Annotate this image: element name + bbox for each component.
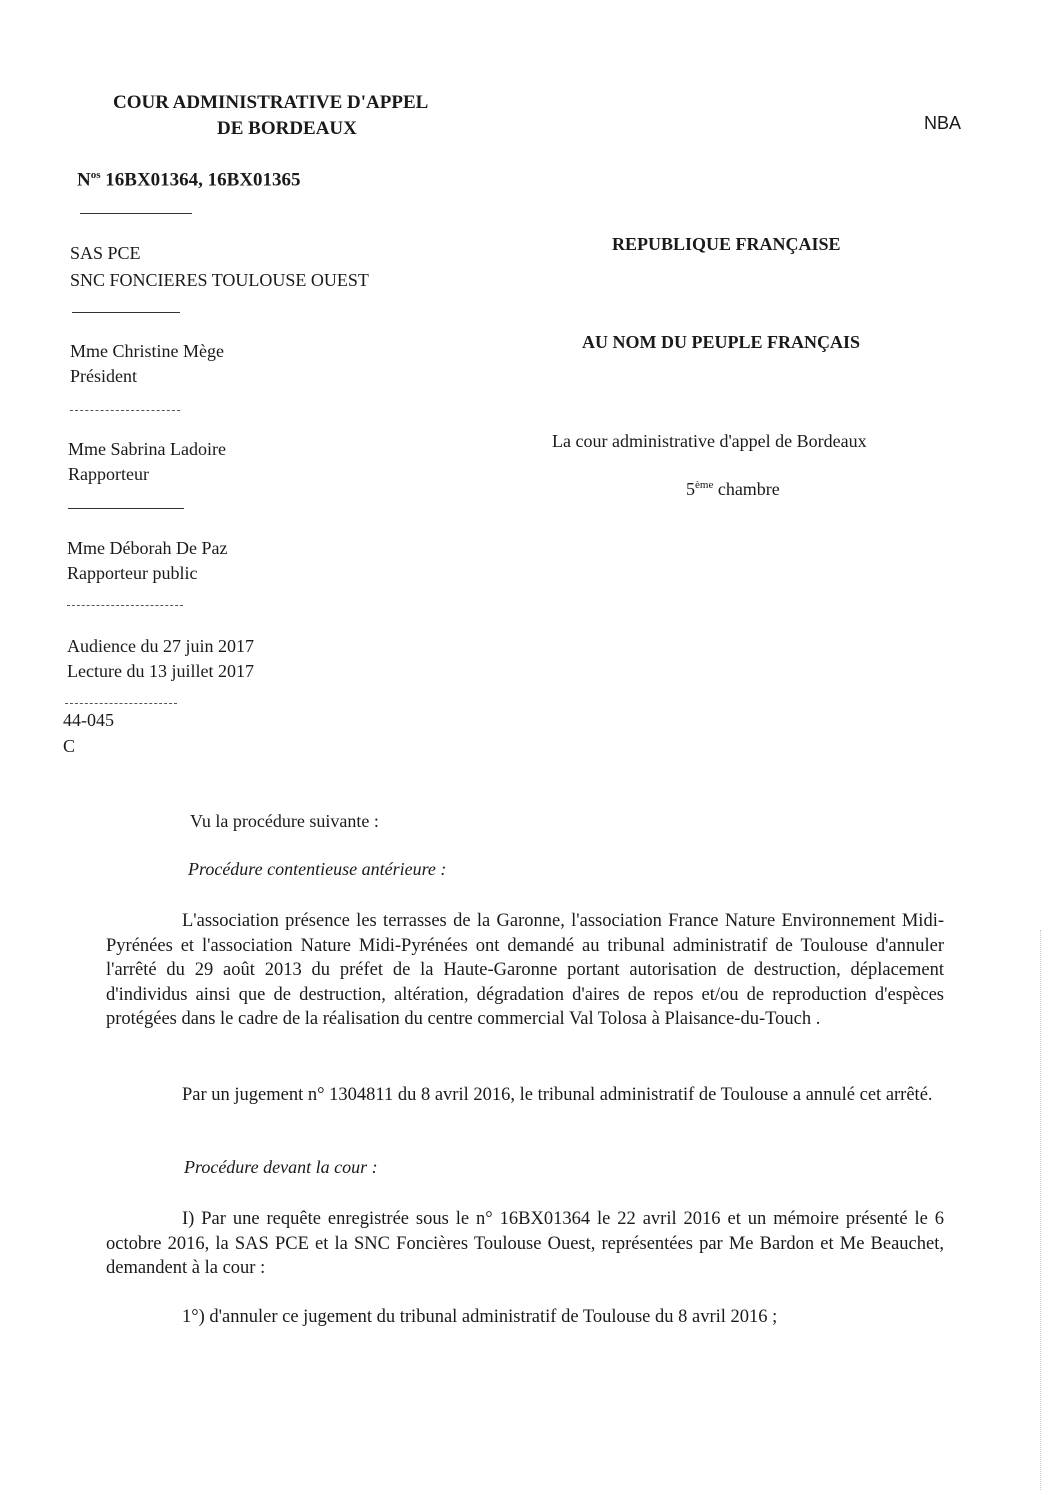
- president-name: Mme Christine Mège: [70, 341, 224, 361]
- public-rapporteur-name: Mme Déborah De Paz: [67, 538, 228, 558]
- classification-code: 44-045: [63, 710, 114, 730]
- paragraph: Par un jugement n° 1304811 du 8 avril 2016, le tribunal administratif de Toulouse a annulé cet arrêté.: [182, 1085, 933, 1105]
- party-name: SNC FONCIERES TOULOUSE OUEST: [70, 270, 369, 290]
- court-name-line2: DE BORDEAUX: [217, 118, 357, 139]
- separator-line: [68, 508, 184, 509]
- procedure-intro: Vu la procédure suivante :: [190, 811, 379, 831]
- separator-line: [67, 605, 183, 606]
- rapporteur-block: [68, 437, 226, 487]
- court-designation: La cour administrative d'appel de Bordeaux: [552, 431, 867, 451]
- paragraph: 1°) d'annuler ce jugement du tribunal administratif de Toulouse du 8 avril 2016 ;: [182, 1307, 778, 1327]
- heading-prior-procedure: Procédure contentieuse antérieure :: [188, 859, 447, 879]
- president-role: Président: [70, 366, 137, 386]
- reading-date: Lecture du 13 juillet 2017: [67, 661, 254, 681]
- separator-line: [65, 703, 177, 704]
- chamber: 5ème chambre: [686, 479, 780, 499]
- classification-block: [63, 707, 114, 759]
- separator-line: [80, 213, 192, 214]
- classification-letter: C: [63, 736, 76, 756]
- heading-court-procedure: Procédure devant la cour :: [184, 1157, 378, 1177]
- public-rapporteur-role: Rapporteur public: [67, 563, 198, 583]
- rapporteur-name: Mme Sabrina Ladoire: [68, 439, 226, 459]
- separator-line: [70, 410, 180, 411]
- dates-block: [67, 634, 254, 684]
- court-name-line1: COUR ADMINISTRATIVE D'APPEL: [113, 92, 429, 113]
- parties-block: [70, 240, 369, 294]
- separator-line: [72, 312, 180, 313]
- people-heading: AU NOM DU PEUPLE FRANÇAIS: [582, 332, 860, 352]
- hearing-date: Audience du 27 juin 2017: [67, 636, 254, 656]
- paragraph: L'association présence les terrasses de la Garonne, l'association France Nature Environnement Midi-Pyrénées et l'association Nature Midi-Pyrénées ont demandé au tribunal administratif de Toulouse d'annuler l'arrêté du 29 août 2013 du préfet de la Haute-Garonne portant autorisation de destruction, déplacement d'individus ainsi que de destruction, altération, dégradation d'aires de repos et/ou de reproduction d'espèces protégées dans le cadre de la réalisation du centre commercial Val Tolosa à Plaisance-du-Touch .: [106, 911, 944, 1029]
- president-block: [70, 339, 224, 389]
- scan-edge-artifact: [1040, 930, 1041, 1490]
- republic-heading: REPUBLIQUE FRANÇAISE: [612, 234, 841, 254]
- paragraph: I) Par une requête enregistrée sous le n° 16BX01364 le 22 avril 2016 et un mémoire présenté le 6 octobre 2016, la SAS PCE et la SNC Foncières Toulouse Ouest, représentées par Me Bardon et Me Beauchet, demandent à la cour :: [106, 1209, 944, 1278]
- rapporteur-role: Rapporteur: [68, 464, 149, 484]
- party-name: SAS PCE: [70, 243, 141, 263]
- case-numbers: $N^{os}$ 16BX01364, 16BX01365: [77, 169, 301, 191]
- public-rapporteur-block: [67, 536, 227, 586]
- reference-code: NBA: [924, 113, 962, 133]
